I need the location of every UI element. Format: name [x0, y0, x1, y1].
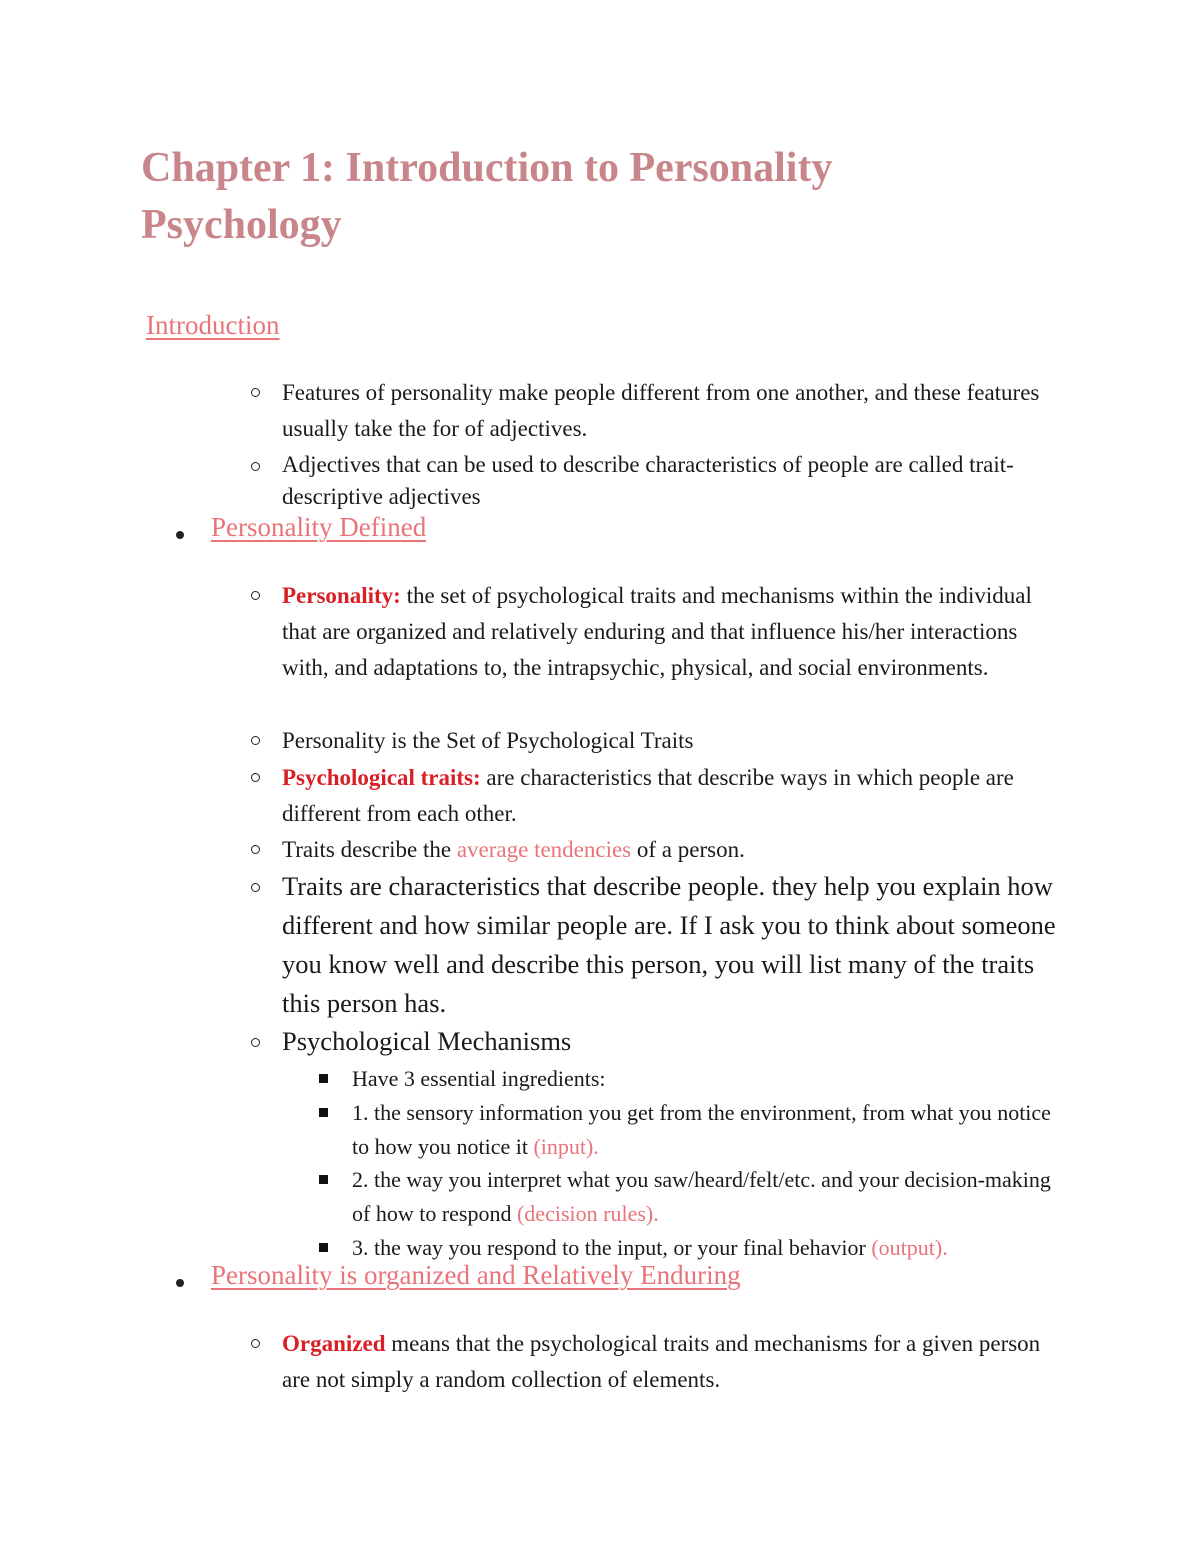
bullet-dot-icon: [176, 1279, 184, 1287]
sub-list-item: [352, 1096, 1072, 1164]
term-psychological-traits: Psychological traits:: [282, 765, 481, 790]
definition-text: the set of psychological traits and mechanisms within the individual that are organized and relatively enduring and that influence his/her interactions with, and adaptations to, the intrapsychic, physical, and social environments.: [282, 583, 1032, 680]
hollow-bullet-icon: [251, 845, 260, 854]
list-item: [282, 1326, 1062, 1398]
list-item: Adjectives that can be used to describe characteristics of people are called trait-descriptive adjectives: [282, 452, 1014, 509]
sub-item-text: 3. the way you respond to the input, or your final behavior: [352, 1235, 872, 1260]
text-after: of a person.: [631, 837, 745, 862]
list-item: Psychological Mechanisms: [282, 1026, 572, 1056]
list-item: Personality is the Set of Psychological Traits: [282, 728, 694, 753]
square-bullet-icon: [319, 1074, 328, 1083]
list-item: [282, 832, 1062, 868]
bullet-dot-icon: [176, 531, 184, 539]
list-item: [282, 760, 1062, 832]
text-before: Traits describe the: [282, 837, 457, 862]
square-bullet-icon: [319, 1243, 328, 1252]
hollow-bullet-icon: [251, 1339, 260, 1348]
term-personality: Personality:: [282, 583, 401, 608]
term-organized: Organized: [282, 1331, 386, 1356]
section-heading-personality-defined: Personality Defined: [211, 512, 427, 542]
definition-text: means that the psychological traits and mechanisms for a given person are not simply a random collection of elements.: [282, 1331, 1041, 1392]
sub-item-text: 1. the sensory information you get from the environment, from what you notice to how you notice it: [352, 1100, 1051, 1159]
page-title: Chapter 1: Introduction to Personality Psychology: [141, 145, 833, 248]
sub-list-item: [352, 1062, 1072, 1096]
section-heading-introduction: Introduction: [146, 310, 280, 340]
list-item: [282, 578, 1062, 686]
sub-list-item: [352, 1163, 1072, 1231]
highlight-decision-rules: (decision rules).: [516, 1201, 659, 1226]
hollow-bullet-icon: [251, 736, 260, 745]
hollow-bullet-icon: [251, 591, 260, 600]
hollow-bullet-icon: [251, 462, 260, 471]
hollow-bullet-icon: [251, 883, 260, 892]
square-bullet-icon: [319, 1108, 328, 1117]
highlight-input: (input).: [533, 1134, 599, 1159]
list-item: Traits are characteristics that describe people. they help you explain how different and how similar people are. If I ask you to think about someone you know well and describe this person, you will list many of the traits this person has.: [282, 871, 1056, 1018]
list-item: Features of personality make people different from one another, and these features usually take the for of adjectives.: [282, 380, 1040, 441]
highlight-average-tendencies: average tendencies: [456, 837, 632, 862]
definition-text: are characteristics that describe ways in which people are different from each other.: [282, 765, 1014, 826]
hollow-bullet-icon: [251, 388, 260, 397]
highlight-output: (output).: [871, 1235, 948, 1260]
hollow-bullet-icon: [251, 773, 260, 782]
sub-item-text: Have 3 essential ingredients:: [352, 1066, 606, 1091]
square-bullet-icon: [319, 1175, 328, 1184]
section-heading-organized: Personality is organized and Relatively Enduring: [211, 1260, 741, 1290]
hollow-bullet-icon: [251, 1038, 260, 1047]
sub-item-text: 2. the way you interpret what you saw/heard/felt/etc. and your decision-making of how to respond: [352, 1167, 1051, 1226]
